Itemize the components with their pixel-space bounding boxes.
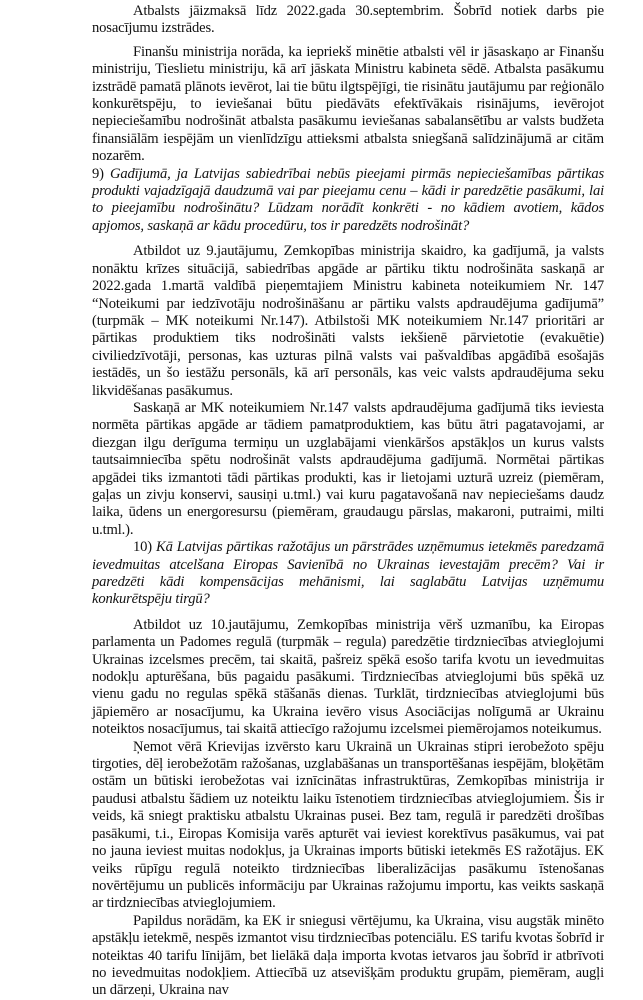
answer-10-paragraph-1: Atbildot uz 10.jautājumu, Zemkopības ministrija vērš uzmanību, ka Eiropas parlamenta un Padomes regulā (turpmāk – regula) paredzētie tirdzniecības atvieglojumi Ukrainas izcelsmes precēm, tai skaitā, pašreiz spēkā esošo tarifa kvotu un ievedmuitas nodokļu apturēšana, būs pagaidu pasākumi. Tirdzniecības atvieglojumi būs spēkā uz vienu gadu no regulas spēkā stāšanās dienas. Turklāt, tirdzniecības atvieglojumi būs jāpiemēro ar nosacījumu, ka Ukraina ievēro visus Asociācijas nolīgumā ar Ukrainu noteiktos nosacījumus, tai skaitā attiecīgo ražojumu izcelsmei piemērojamos noteikumus.	[92, 616, 604, 738]
question-10	[92, 539, 604, 609]
question-9-number: 9)	[92, 165, 104, 182]
answer-10-paragraph-3: Papildus norādām, ka EK ir sniegusi vērtējumu, ka Ukraina, visu augstāk minēto apstākļu ietekmē, nespēs izmantot visu tirdzniecības potenciālu. ES tarifu kvotas šobrīd ir noteiktas 40 tarifu līnijām, bet lielākā daļa importa kvotas ietvaros jau šobrīd ir atbrīvoti no ievedmuitas nodokļiem. Attiecībā uz atsevišķām produktu grupām, piemēram, augļi un dārzeņi, Ukraina nav	[92, 912, 604, 999]
paragraph-finance-ministry: Finanšu ministrija norāda, ka iepriekš minētie atbalsti vēl ir jāsaskaņo ar Finanšu ministriju, Tieslietu ministriju, kā arī jāskata Ministru kabineta sēdē. Atbalsta pasākumu izstrādē pamatā plānots ievērot, lai tie būtu ilgtspējīgi, tie risinātu jautājumu par reģionālo konkurētspēju, to ieviešanai būtu piedāvāts efektīvākais risinājums, ievērojot nepieciešamību nodrošināt atbalsta pasākumu ieviešanas sabalansētību ar valsts budžeta finansiālām iespējām un vienlīdzīgu attieksmi atbalsta sniegšanā salīdzinājumā ar citām nozarēm.	[92, 43, 604, 165]
document-page	[92, 3, 604, 1000]
question-10-number: 10)	[133, 539, 153, 556]
answer-9-paragraph-1: Atbildot uz 9.jautājumu, Zemkopības ministrija skaidro, ka gadījumā, ja valsts nonāktu krīzes situācijā, sabiedrības apgāde ar pārtiku tiktu nodrošināta saskaņā ar 2022.gada 1.martā valdībā pieņemtajiem Ministru kabineta noteikumiem Nr. 147 “Noteikumi par iedzīvotāju nodrošināšanu ar pārtiku valsts apdraudējuma gadījumā” (turpmāk – MK noteikumi Nr.147). Atbilstoši MK noteikumiem Nr.147 prioritāri ar pārtikas produktiem tiks nodrošināti valsts iekšienē pārvietotie (evakuētie) civiliedzīvotāji, personas, kas uzturas pilnā valsts vai pašvaldības apgādībā esošajās iestādēs, un šo iestāžu personāls, kā arī personāls, kas veic valsts apdraudējuma seku likvidēšanas pasākumus.	[92, 243, 604, 399]
question-9	[92, 166, 604, 236]
paragraph-support-deadline: Atbalsts jāizmaksā līdz 2022.gada 30.septembrim. Šobrīd notiek darbs pie nosacījumu izstrādes.	[92, 3, 604, 37]
question-10-text: Kā Latvijas pārtikas ražotājus un pārstrādes uzņēmumus ietekmēs paredzamā ievedmuitas atcelšana Eiropas Savienībā no Ukrainas ievestajām precēm? Vai ir paredzēti kādi kompensācijas mehānismi, lai saglabātu Latvijas uzņēmumu konkurētspēju tirgū?	[92, 539, 604, 608]
answer-10-paragraph-2: Ņemot vērā Krievijas izvērsto karu Ukrainā un Ukrainas stipri ierobežoto spēju tirgoties, dēļ ierobežotām ražošanas, uzglabāšanas un transportēšanas iespējām, bloķētām ostām un būtiski ierobežotas vai iznīcinātas infrastruktūras, Zemkopības ministrija ir paudusi atbalstu šādiem uz noteiktu laiku īstenotiem tirdzniecības atvieglojumiem. Šis ir veids, kā sniegt praktisku atbalstu Ukrainas pusei. Bez tam, regulā ir paredzēti drošības pasākumi, t.i., Eiropas Komisija varēs apturēt vai ieviest korektīvus pasākumus, vai pat no jauna ieviest muitas nodokļus, ja Ukrainas imports būtiski ietekmēs ES ražotājus. EK veiks rūpīgu regulā noteikto tirdzniecības liberalizācijas pasākumu īstenošanas novērtējumu un publicēs informāciju par Ukrainas ražojumu importu, kas veikts saskaņā ar tirdzniecības atvieglojumiem.	[92, 738, 604, 912]
question-9-text: Gadījumā, ja Latvijas sabiedrībai nebūs pieejami pirmās nepieciešamības pārtikas produkti vajadzīgajā daudzumā vai par pieejamu cenu – kādi ir paredzētie pasākumi, lai to pieejamību nodrošinātu? Lūdzam norādīt konkrēti - no kādiem avotiem, kādos apjomos, saskaņā ar kādu procedūru, tos ir paredzēts nodrošināt?	[92, 165, 605, 234]
answer-9-paragraph-2: Saskaņā ar MK noteikumiem Nr.147 valsts apdraudējuma gadījumā tiks ieviesta normēta pārtikas apgāde ar tādiem pamatproduktiem, kas būtu ātri pagatavojami, ar diezgan ilgu derīguma termiņu un uzglabājami vienkāršos apstākļos un kurus valsts tautsaimniecība spētu nodrošināt valsts apdraudējuma gadījumā. Normētai pārtikas apgādei tiks izmantoti tādi pārtikas produkti, kas ir lietojami uzturā uzreiz (piemēram, gaļas un zivju konservi, sausiņi u.tml.) vai kuru pagatavošanā nav nepieciešams daudz laika, ūdens un energoresursu (piemēram, graudaugu pārslas, makaroni, putraimi, milti u.tml.).	[92, 399, 604, 538]
